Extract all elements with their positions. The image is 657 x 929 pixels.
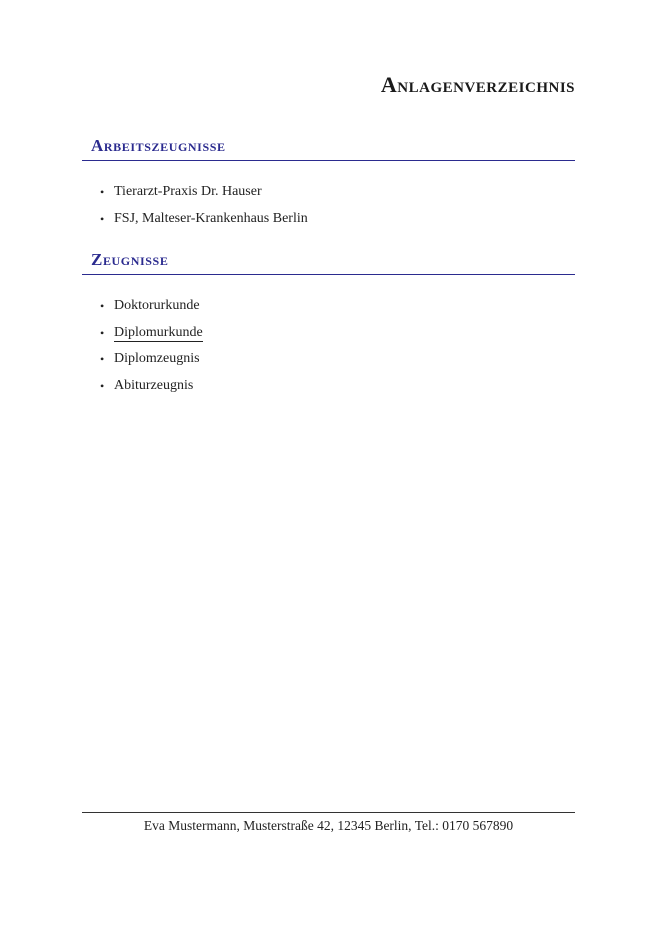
bullet-icon: • (100, 299, 105, 313)
footer-rule (82, 812, 575, 813)
section-heading-arbeitszeugnisse: Arbeitszeugnisse (91, 136, 226, 155)
list-item (100, 377, 203, 404)
bullet-icon: • (100, 378, 105, 393)
list-item-label: Diplomzeugnis (114, 351, 200, 366)
list-item-label: Abiturzeugnis (114, 377, 194, 393)
list-item (100, 183, 308, 210)
list-item (100, 210, 308, 237)
section-rule (82, 160, 575, 161)
list-item-label: Doktorurkunde (114, 298, 200, 313)
bullet-icon: • (100, 352, 105, 366)
zeugnisse-list (100, 297, 203, 403)
section-heading-zeugnisse: Zeugnisse (91, 250, 169, 269)
list-item (100, 350, 203, 377)
list-item (100, 297, 203, 324)
bullet-icon: • (100, 211, 105, 226)
arbeitszeugnisse-list (100, 183, 308, 236)
bullet-icon: • (100, 325, 105, 340)
list-item-label: FSJ, Malteser-Krankenhaus Berlin (114, 210, 308, 226)
section-rule (82, 274, 575, 275)
page-title: Anlagenverzeichnis (380, 72, 575, 97)
list-item (100, 324, 203, 351)
list-item-label: Tierarzt-Praxis Dr. Hauser (114, 184, 262, 199)
bullet-icon: • (100, 185, 105, 199)
footer-contact: Eva Mustermann, Musterstraße 42, 12345 Berlin, Tel.: 0170 567890 (143, 818, 514, 833)
diplomurkunde-link[interactable]: Diplomurkunde (114, 324, 203, 340)
